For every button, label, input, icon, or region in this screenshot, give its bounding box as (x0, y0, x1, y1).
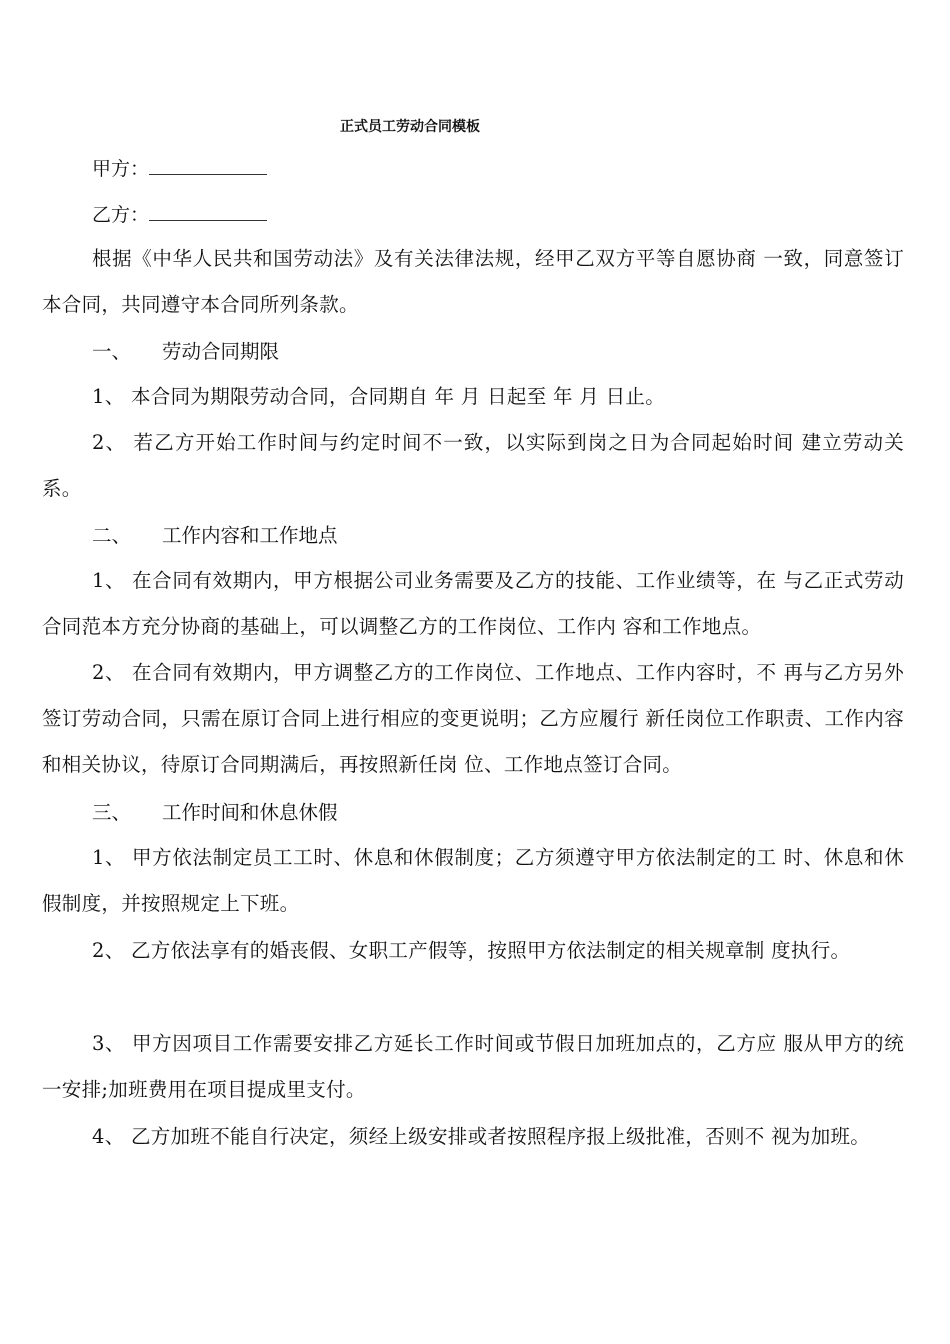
party-a-label: 甲方： (92, 158, 150, 180)
section-1-title: 劳动合同期限 (162, 340, 280, 363)
section-2-number: 二、 (92, 524, 132, 547)
section-3-heading (92, 801, 338, 825)
section-1-number: 一、 (92, 340, 132, 363)
section-3-item-1: 1、 甲方依法制定员工工时、休息和休假制度；乙方须遵守甲方依法制定的工 时、休息和休假制度，并按照规定上下班。 (42, 846, 904, 915)
document-title: 正式员工劳动合同模板 (340, 119, 480, 135)
party-b-line (92, 203, 267, 227)
section-2-item-2: 2、 在合同有效期内，甲方调整乙方的工作岗位、工作地点、工作内容时，不 再与乙方另外签订劳动合同，只需在原订合同上进行相应的变更说明；乙方应履行 新任岗位工作职责、工作内容和相关协议，待原订合同期满后，再按照新任岗 位、工作地点签订合同。 (42, 661, 904, 776)
section-1-heading (92, 340, 279, 364)
section-3-title: 工作时间和休息休假 (162, 801, 338, 824)
section-3-number: 三、 (92, 801, 132, 824)
party-b-label: 乙方： (92, 204, 150, 226)
section-2-item-1: 1、 在合同有效期内，甲方根据公司业务需要及乙方的技能、工作业绩等，在 与乙正式劳动合同范本方充分协商的基础上，可以调整乙方的工作岗位、工作内 容和工作地点。 (42, 569, 904, 638)
section-1-item-2: 2、 若乙方开始工作时间与约定时间不一致，以实际到岗之日为合同起始时间 建立劳动关系。 (42, 431, 904, 500)
section-1-item-1: 1、 本合同为期限劳动合同，合同期自 年 月 日起至 年 月 日止。 (92, 385, 665, 408)
section-2-heading (92, 524, 338, 548)
section-3-item-2: 2、 乙方依法享有的婚丧假、女职工产假等，按照甲方依法制定的相关规章制 度执行。 (92, 939, 851, 962)
party-a-blank (149, 160, 267, 175)
party-b-blank (149, 206, 267, 221)
section-3-item-4: 4、 乙方加班不能自行决定，须经上级安排或者按照程序报上级批准，否则不 视为加班。 (92, 1125, 871, 1148)
intro-paragraph: 根据《中华人民共和国劳动法》及有关法律法规，经甲乙双方平等自愿协商 一致，同意签订本合同，共同遵守本合同所列条款。 (42, 247, 904, 316)
party-a-line (92, 157, 267, 181)
section-2-title: 工作内容和工作地点 (162, 524, 338, 547)
section-3-item-3: 3、 甲方因项目工作需要安排乙方延长工作时间或节假日加班加点的，乙方应 服从甲方的统一安排;加班费用在项目提成里支付。 (42, 1032, 904, 1101)
